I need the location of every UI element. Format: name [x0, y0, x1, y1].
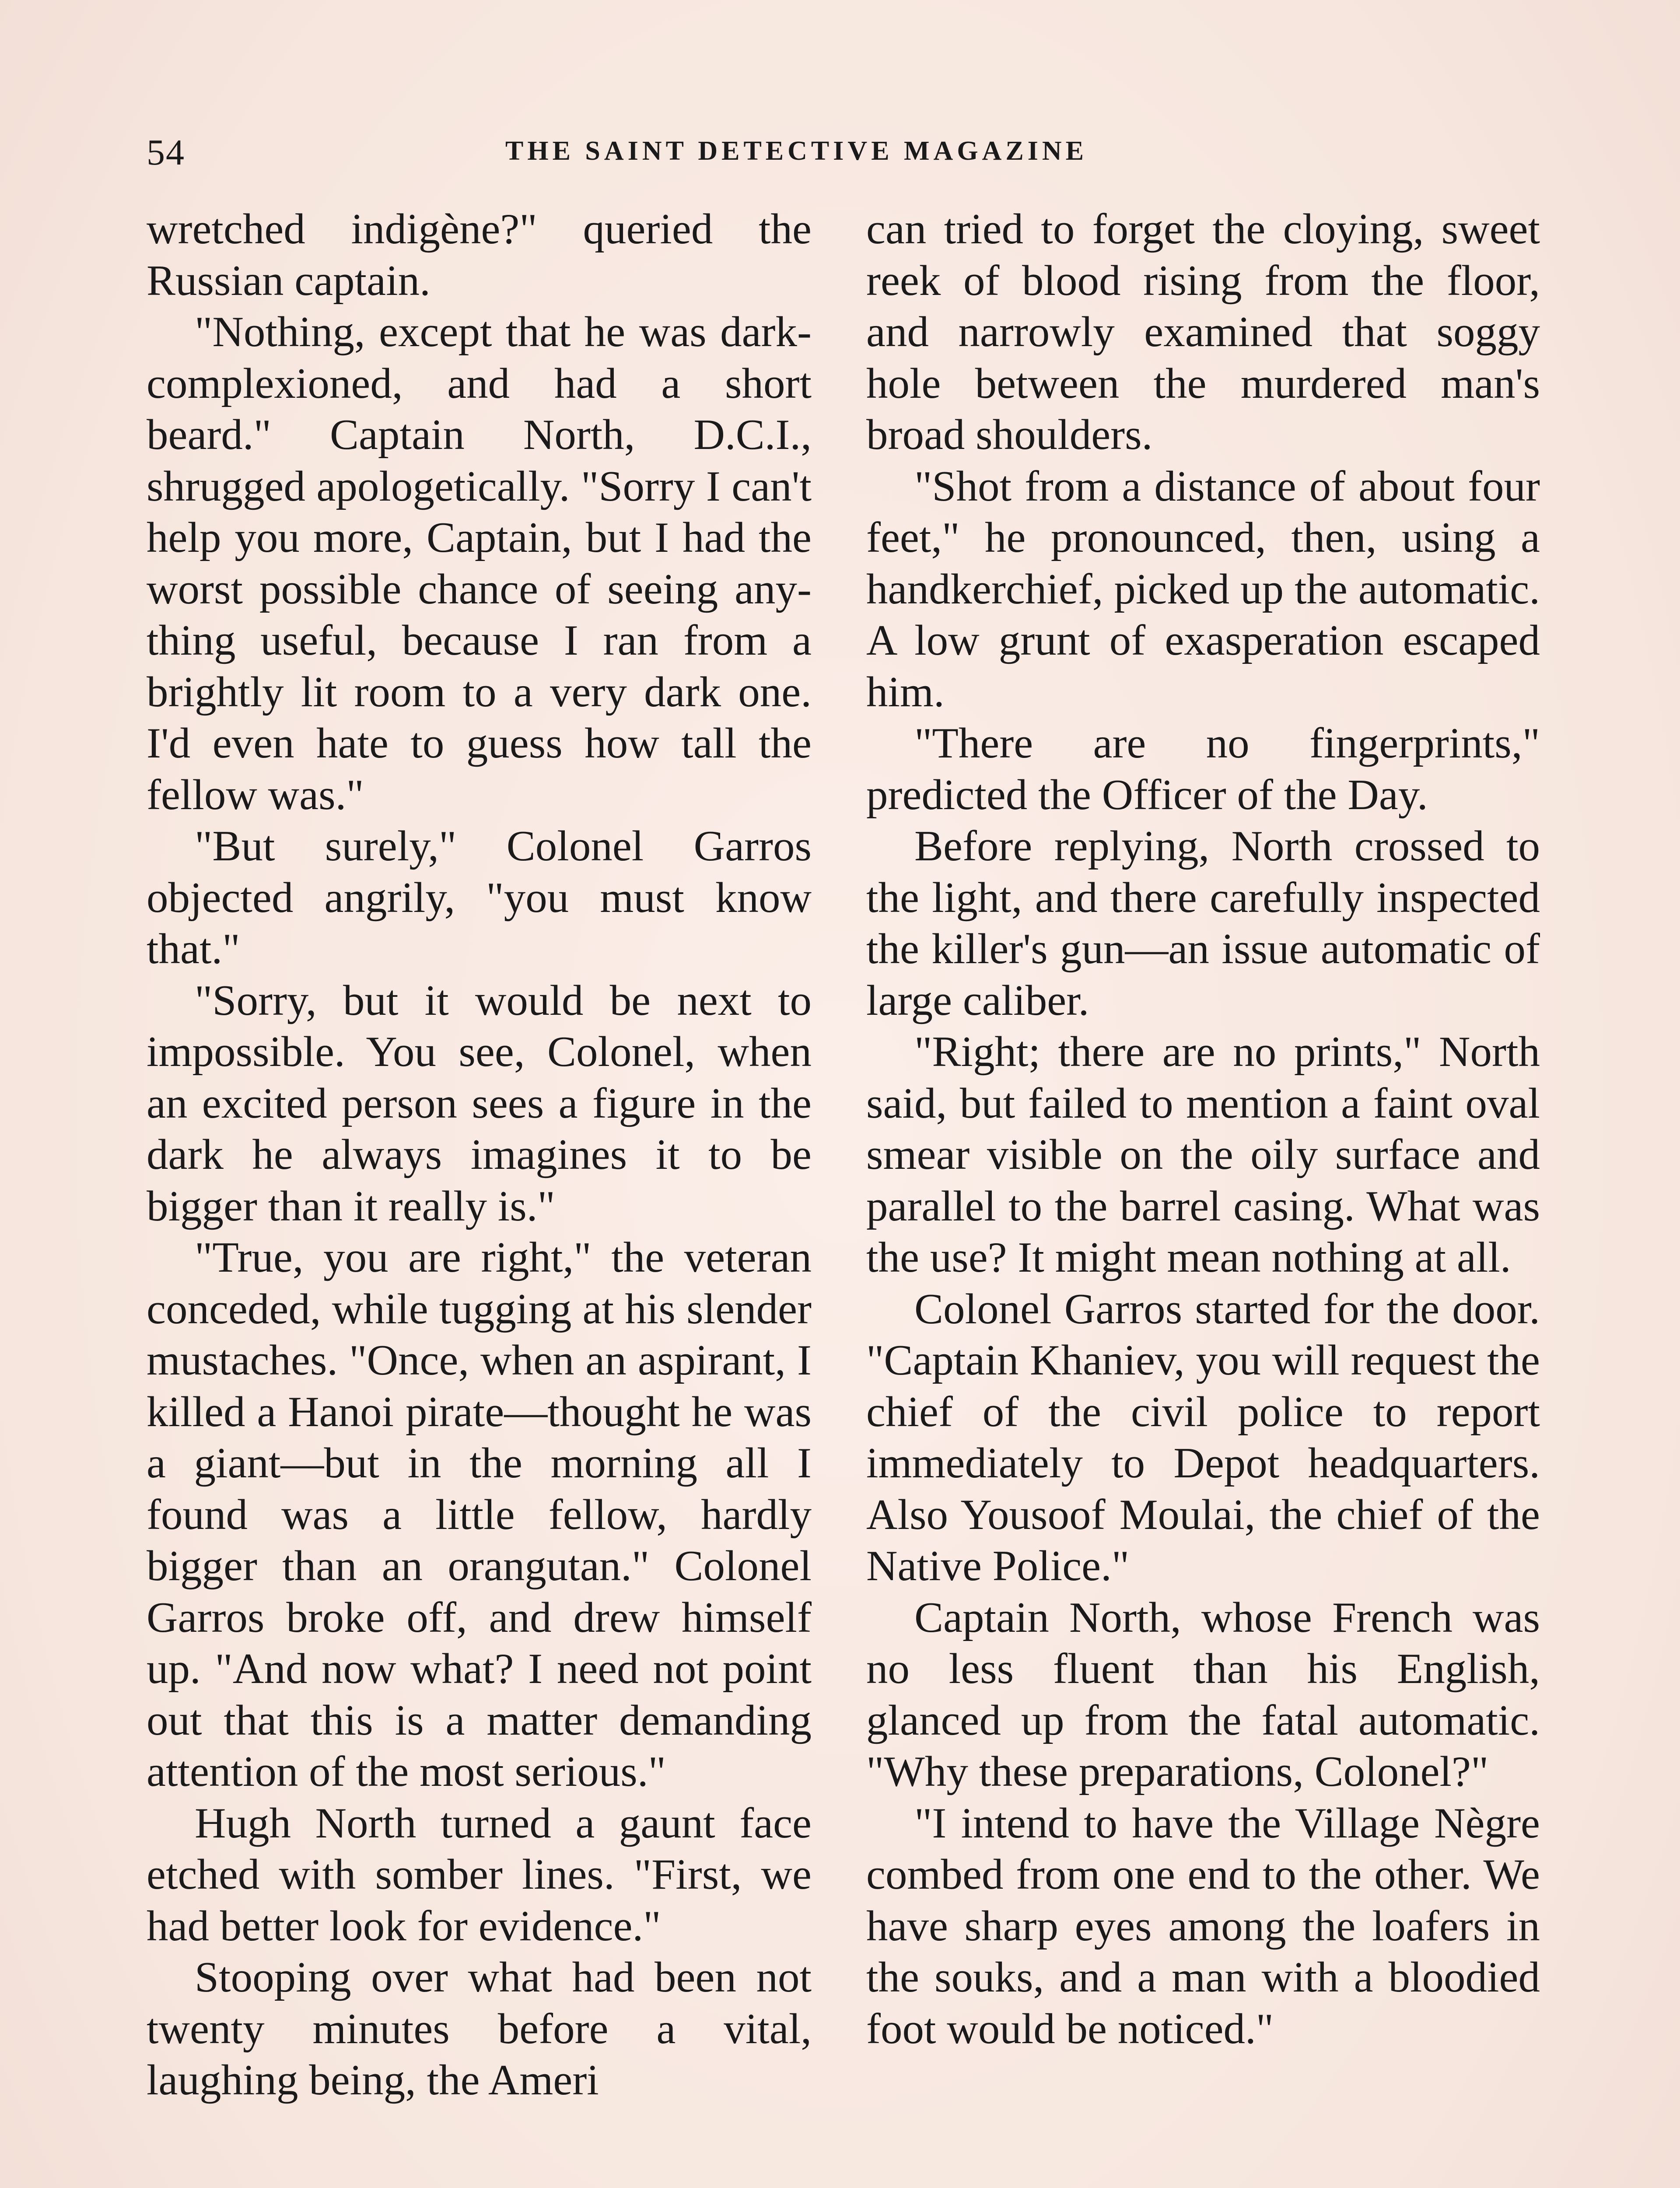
paragraph: "Sorry, but it would be next to impossible. You see, Colonel, when an excited person sees a figure in the dark he always imagines it to be bigger than it really is.": [147, 976, 812, 1230]
page-number: 54: [147, 132, 185, 173]
paragraph: "Shot from a distance of about four feet," he pronounced, then, using a handkerchief, picked up the automatic. A low grunt of exasperation escaped him.: [866, 462, 1540, 716]
text-column-right: [866, 203, 1540, 2055]
paragraph: "I intend to have the Village Nègre combed from one end to the other. We have sharp eyes among the loafers in the souks, and a man with a bloodied foot would be noticed.": [866, 1799, 1540, 2053]
paragraph: Before replying, North crossed to the light, and there carefully inspected the killer's gun—an issue automatic of large caliber.: [866, 822, 1540, 1024]
paragraph: wretched indigène?" queried the Russian captain.: [147, 205, 812, 305]
paragraph: "Nothing, except that he was dark-complexioned, and had a short beard." Captain North, D.C.I., shrugged apologetically. "Sorry I can't help you more, Captain, but I had the worst possible chance of seeing anything useful, because I ran from a brightly lit room to a very dark one. I'd even hate to guess how tall the fellow was.": [147, 308, 812, 819]
running-head: THE SAINT DETECTIVE MAGAZINE: [505, 136, 1088, 166]
page-header: [147, 131, 1538, 184]
paragraph: Captain North, whose French was no less fluent than his English, glanced up from the fatal automatic. "Why these preparations, Colonel?": [866, 1593, 1540, 1795]
paragraph: Stooping over what had been not twenty minutes before a vital, laughing being, the Ameri: [147, 1953, 812, 2104]
paragraph: "Right; there are no prints," North said, but failed to mention a faint oval smear visible on the oily surface and parallel to the barrel casing. What was the use? It might mean nothing at all.: [866, 1028, 1540, 1281]
paragraph: can tried to forget the cloying, sweet reek of blood rising from the floor, and narrowly examined that soggy hole between the murdered man's broad shoulders.: [866, 205, 1540, 459]
text-column-left: [147, 203, 812, 2106]
paragraph: "True, you are right," the veteran conceded, while tugging at his slender mustaches. "Once, when an aspirant, I killed a Hanoi pirate—thought he was a giant—but in the morning all I found was a little fellow, hardly bigger than an orangutan." Colonel Garros broke off, and drew himself up. "And now what? I need not point out that this is a matter demanding attention of the most serious.": [147, 1234, 812, 1795]
paragraph: "There are no fingerprints," predicted the Officer of the Day.: [866, 719, 1540, 819]
paragraph: Colonel Garros started for the door. "Captain Khaniev, you will request the chief of the civil police to report immediately to Depot headquarters. Also Yousoof Moulai, the chief of the Native Police.": [866, 1285, 1540, 1590]
paragraph: Hugh North turned a gaunt face etched with somber lines. "First, we had better look for evidence.": [147, 1799, 812, 1950]
paragraph: "But surely," Colonel Garros objected angrily, "you must know that.": [147, 822, 812, 973]
